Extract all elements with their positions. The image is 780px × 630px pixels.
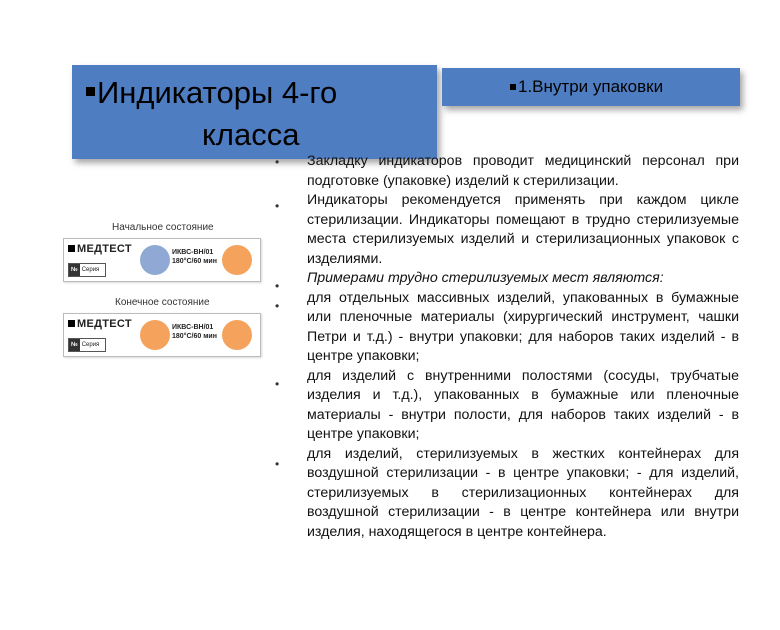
strip-code: ИКВС-ВН/01 180°С/60 мин bbox=[172, 249, 217, 265]
initial-state-label: Начальное состояние bbox=[112, 222, 214, 233]
strip-code: ИКВС-ВН/01 180°С/60 мин bbox=[172, 324, 217, 340]
logo-icon bbox=[68, 245, 75, 252]
subtitle-text: 1.Внутри упаковки bbox=[518, 77, 664, 96]
title-text-2: класса bbox=[202, 117, 300, 152]
indicator-dot-final bbox=[140, 320, 170, 350]
subtitle-box bbox=[442, 68, 740, 106]
final-state-label: Конечное состояние bbox=[115, 297, 210, 308]
paragraph: Закладку индикаторов проводит медицинский персонал при подготовке (упаковке) изделий к стерилизации. bbox=[307, 153, 739, 189]
title-box bbox=[72, 65, 437, 159]
strip-brand: МЕДТЕСТ bbox=[68, 243, 132, 255]
bullet-dot-icon: • bbox=[275, 299, 280, 313]
bullet-dot-icon: • bbox=[275, 377, 280, 391]
title-line-1 bbox=[86, 73, 337, 113]
strip-lot-box: № Серия bbox=[68, 338, 106, 352]
bullet-dot-icon: • bbox=[275, 457, 280, 471]
paragraph: для изделий с внутренними полостями (сосуды, трубчатые изделия и т.д.), упакованных в бумажные или пленочные материалы - внутри полости, для наборов таких изделий - в центре упаковки; bbox=[307, 367, 739, 442]
strip-brand: МЕДТЕСТ bbox=[68, 318, 132, 330]
logo-icon bbox=[68, 320, 75, 327]
paragraph: для изделий, стерилизуемых в жестких контейнерах для воздушной стерилизации - в центре упаковки; - для изделий, стерилизуемых в стерилизационных контейнерах для воздушной стерилизации - в центре контейнера или внутри изделия, находящегося в центре контейнера. bbox=[307, 445, 739, 540]
body-text bbox=[307, 152, 739, 542]
paragraph-italic: Примерами трудно стерилизуемых мест являются: bbox=[307, 270, 664, 286]
indicator-dot-control bbox=[222, 245, 252, 275]
bullet-dot-icon: • bbox=[275, 279, 280, 293]
indicator-dot-control bbox=[222, 320, 252, 350]
paragraph: Индикаторы рекомендуется применять при каждом цикле стерилизации. Индикаторы помещают в трудно стерилизуемые места стерилизуемых изделий и стерилизационных упаковок с изделиями. bbox=[307, 192, 739, 267]
indicator-strip-initial bbox=[63, 238, 261, 282]
title-text-1: Индикаторы 4-го bbox=[97, 75, 338, 110]
bullet-dot-icon: • bbox=[275, 155, 280, 169]
strip-lot-box: № Серия bbox=[68, 263, 106, 277]
indicator-strip-final bbox=[63, 313, 261, 357]
bullet-dot-icon: • bbox=[275, 199, 280, 213]
bullet-square-icon bbox=[86, 87, 95, 96]
bullet-square-icon bbox=[510, 84, 516, 90]
indicator-dot-initial bbox=[140, 245, 170, 275]
paragraph: для отдельных массивных изделий, упакованных в бумажные или пленочные материалы (хирургический инструмент, чашки Петри и т.д.) - внутри упаковки; для наборов таких изделий - в центре упаковки; bbox=[307, 289, 739, 364]
